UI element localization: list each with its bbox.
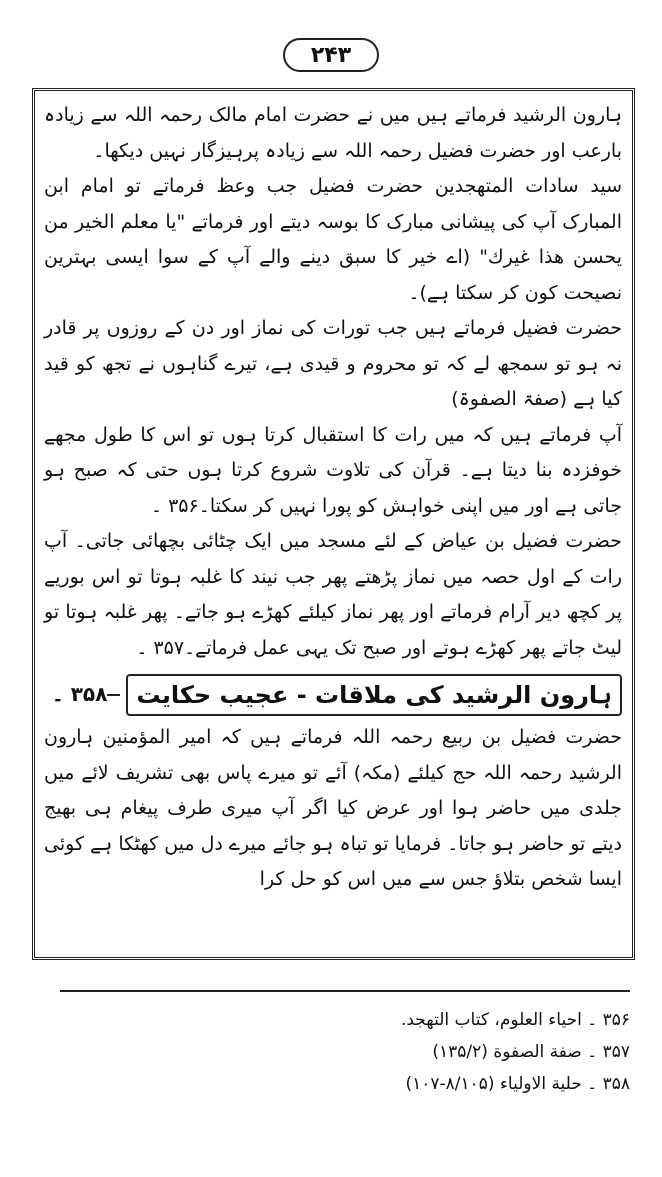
section-heading: ہارون الرشید کی ملاقات - عجیب حکایت: [126, 674, 622, 716]
paragraph: حضرت فضیل بن عیاض کے لئے مسجد میں ایک چٹائی بچھائی جاتی۔ آپ رات کے اول حصہ میں نماز پڑھتے پھر جب نیند کا غلبہ ہوتا تو اس بوریے پر کچھ دیر آرام فرماتے اور پھر نماز کیلئے کھڑے ہو جاتے۔ پھر غلبہ ہوتا تو لیٹ جاتے پھر کھڑے ہوتے اور صبح تک یہی عمل فرماتے۔۳۵۷ ۔: [44, 530, 622, 659]
paragraph: حضرت فضیل بن ربیع رحمہ اللہ فرماتے ہیں کہ امیر المؤمنین ہارون الرشید رحمہ اللہ حج کیلئے (مکہ) آئے تو میرے پاس بھی تشریف لائے میں جلدی میں حاضر ہوا اور عرض کیا اگر آپ میری طرف پیغام ہی بھیج دیتے تو حاضر ہو جاتا۔ فرمایا تو تباہ ہو جائے میرے دل میں کھٹکا ہے کوئی ایسا شخص بتلاؤ جس سے میں اس کو حل کرا: [44, 726, 622, 890]
paragraph: آپ فرماتے ہیں کہ میں رات کا استقبال کرتا ہوں تو اس کا طول مجھے خوفزدہ بنا دیتا ہے۔ قرآن کی تلاوت شروع کرتا ہوں حتی کہ صبح ہو جاتی ہے اور میں اپنی خواہش کو پورا نہیں کر سکتا۔۳۵۶ ۔: [44, 423, 622, 517]
footnote: ۳۵۷ ۔ صفة الصفوة (۱۳۵/۲): [432, 1042, 630, 1062]
paragraph: حضرت فضیل فرماتے ہیں جب تورات کی نماز اور دن کے روزوں پر قادر نہ ہو تو سمجھ لے کہ تو محروم و قیدی ہے، تیرے گناہوں نے تجھ کو قید کیا ہے (صفۃ الصفوۃ): [44, 317, 622, 410]
section-heading-row: [44, 672, 622, 718]
paragraph: سید سادات المتھجدین حضرت فضیل جب وعظ فرماتے تو امام ابن المبارک آپ کی پیشانی مبارک کا بوسہ دیتے اور فرماتے "یا معلم الخیر من یحسن ھذا غیرك" (اے خیر کا سبق دینے والے آپ کے سوا ایسی بہترین نصیحت کون کر سکتا ہے)۔: [44, 175, 622, 304]
page-number: ۲۴۳: [283, 38, 379, 72]
footnotes: [60, 990, 630, 1100]
paragraph: ہارون الرشید فرماتے ہیں میں نے حضرت امام مالک رحمہ اللہ سے زیادہ بارعب اور حضرت فضیل رحمہ اللہ سے زیادہ پرہیزگار نہیں دیکھا۔: [44, 104, 622, 162]
main-text: [44, 98, 622, 898]
footnote: ۳۵۸ ۔ حلیة الاولیاء (۸/۱۰۵-۱۰۷): [405, 1074, 630, 1094]
heading-divider: [107, 694, 120, 696]
footnote: ۳۵۶ ۔ احیاء العلوم، کتاب التھجد.: [400, 1010, 630, 1030]
heading-footnote-number: ۳۵۸ ۔: [52, 682, 108, 707]
